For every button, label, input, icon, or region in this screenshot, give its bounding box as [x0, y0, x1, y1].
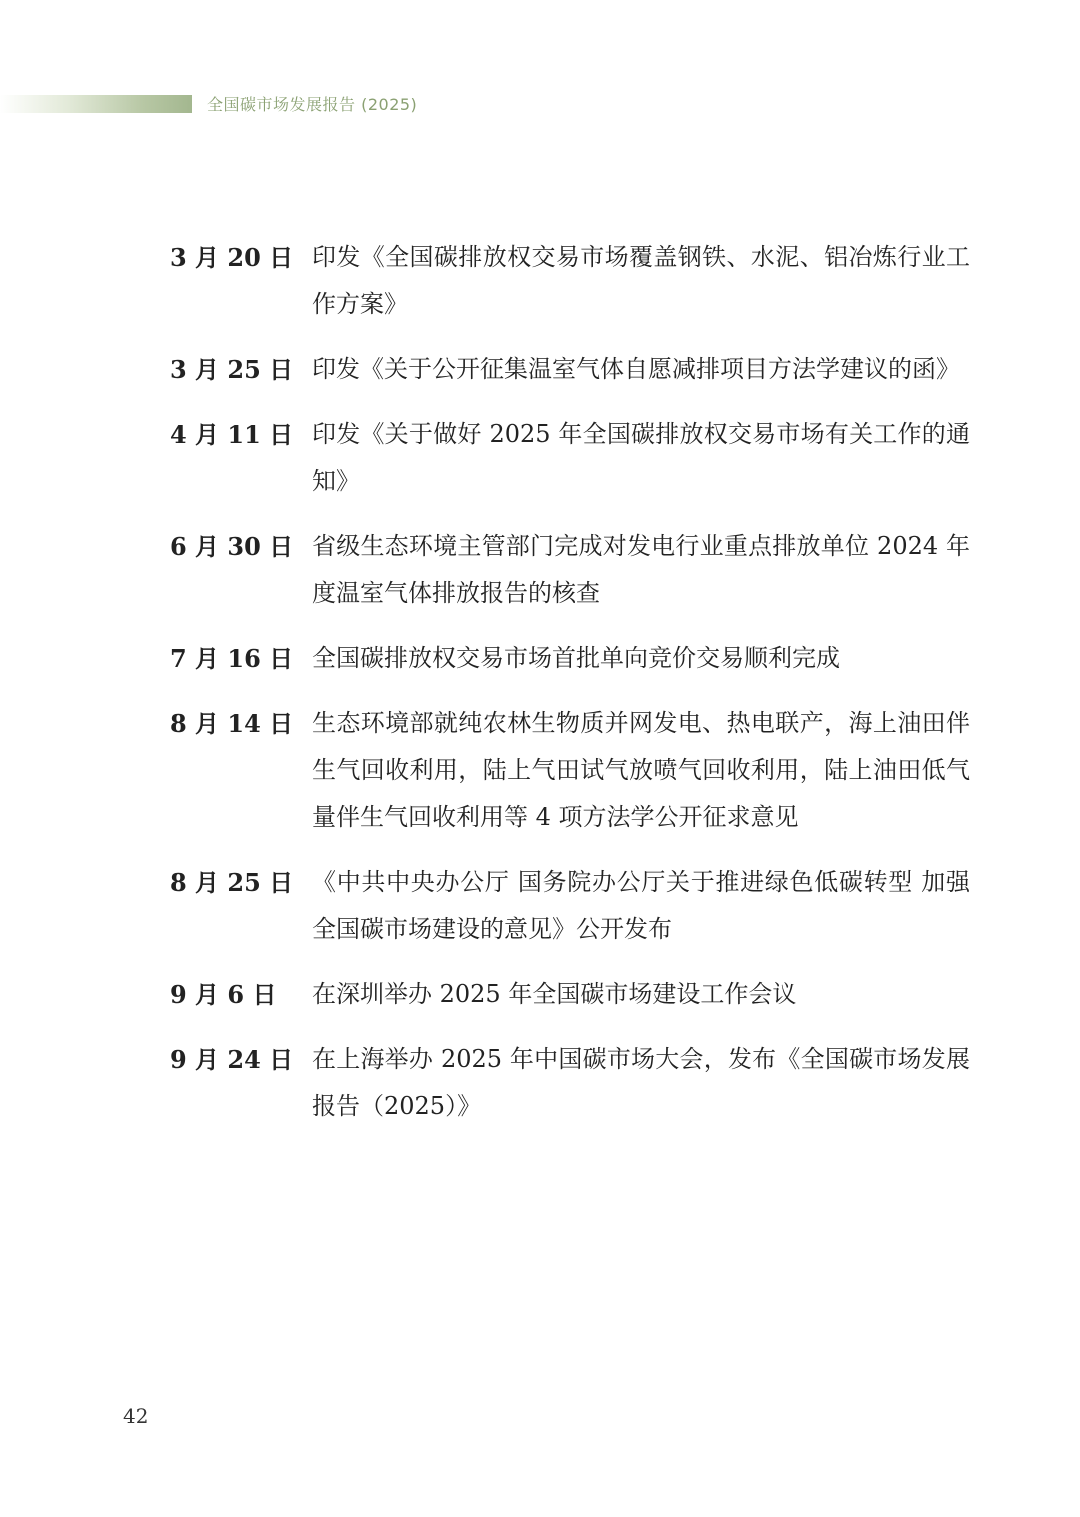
timeline-entry: [170, 346, 970, 393]
event-timeline: [170, 234, 970, 1148]
running-header-title: 全国碳市场发展报告 (2025): [207, 95, 418, 114]
timeline-entry: [170, 700, 970, 841]
entry-text: 《中共中央办公厅 国务院办公厅关于推进绿色低碳转型 加强全国碳市场建设的意见》公开发布: [312, 868, 970, 943]
entry-text: 印发《关于做好 2025 年全国碳排放权交易市场有关工作的通知》: [312, 420, 970, 495]
entry-text: 在深圳举办 2025 年全国碳市场建设工作会议: [312, 980, 797, 1008]
entry-date: 7 月 16 日: [170, 644, 294, 673]
timeline-entry: [170, 1036, 970, 1130]
entry-text: 生态环境部就纯农林生物质并网发电、热电联产，海上油田伴生气回收利用，陆上气田试气放喷气回收利用，陆上油田低气量伴生气回收利用等 4 项方法学公开征求意见: [312, 709, 970, 831]
entry-date: 9 月 6 日: [170, 980, 277, 1009]
entry-date: 8 月 14 日: [170, 709, 294, 738]
entry-date: 9 月 24 日: [170, 1045, 294, 1074]
timeline-entry: [170, 635, 970, 682]
timeline-entry: [170, 523, 970, 617]
entry-text: 全国碳排放权交易市场首批单向竞价交易顺利完成: [312, 644, 840, 672]
page-number: 42: [123, 1404, 149, 1428]
entry-text: 在上海举办 2025 年中国碳市场大会，发布《全国碳市场发展报告（2025）》: [312, 1045, 970, 1120]
header-decor-bar: [0, 95, 192, 113]
entry-date: 6 月 30 日: [170, 532, 294, 561]
entry-text: 印发《关于公开征集温室气体自愿减排项目方法学建议的函》: [312, 355, 960, 383]
entry-text: 印发《全国碳排放权交易市场覆盖钢铁、水泥、铝冶炼行业工作方案》: [312, 243, 970, 318]
timeline-entry: [170, 971, 970, 1018]
entry-date: 4 月 11 日: [170, 420, 294, 449]
timeline-entry: [170, 859, 970, 953]
timeline-entry: [170, 234, 970, 328]
timeline-entry: [170, 411, 970, 505]
entry-text: 省级生态环境主管部门完成对发电行业重点排放单位 2024 年度温室气体排放报告的核查: [312, 532, 970, 607]
entry-date: 8 月 25 日: [170, 868, 294, 897]
entry-date: 3 月 20 日: [170, 243, 294, 272]
entry-date: 3 月 25 日: [170, 355, 294, 384]
